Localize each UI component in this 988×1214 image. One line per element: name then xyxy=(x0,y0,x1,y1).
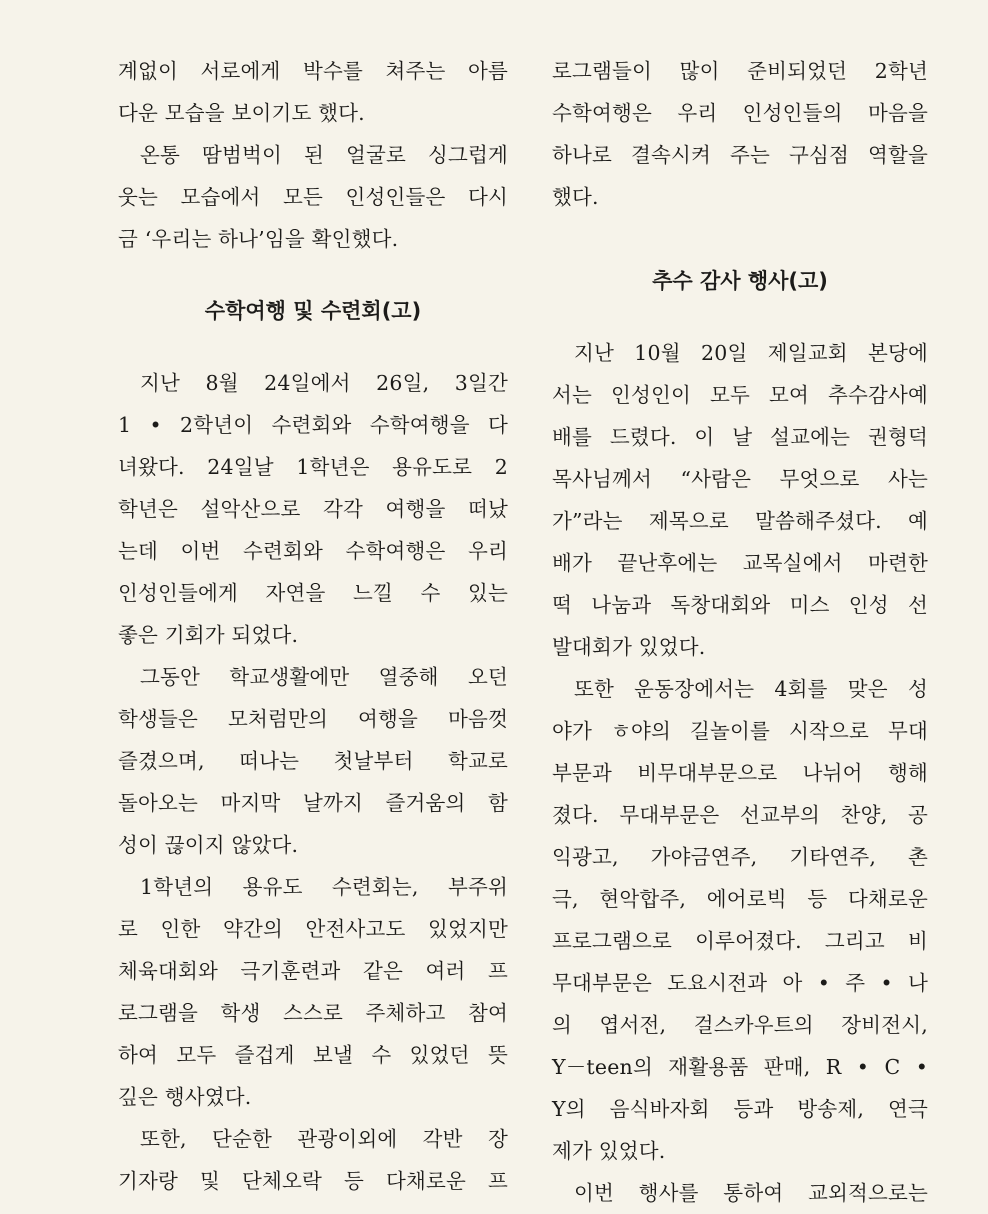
text-line: 무대부문은 도요시전과 아 • 주 • 나 xyxy=(552,971,928,995)
text-line: 배를 드렸다. 이 날 설교에는 권형덕 xyxy=(552,425,928,449)
text-line: 이번 행사를 통하여 교외적으로는 xyxy=(574,1181,928,1205)
text-line: 또한, 단순한 관광이외에 각반 장 xyxy=(140,1127,508,1151)
text-line: 가”라는 제목으로 말씀해주셨다. 예 xyxy=(552,509,928,533)
text-line: 했다. xyxy=(552,185,599,209)
text-line: 다운 모습을 보이기도 했다. xyxy=(118,101,365,125)
text-line: 로그램들이 많이 준비되었던 2학년 xyxy=(552,59,928,83)
text-line: 는데 이번 수련회와 수학여행은 우리 xyxy=(118,539,508,563)
text-line: 로 인한 약간의 안전사고도 있었지만 xyxy=(118,917,508,941)
text-line: 그동안 학교생활에만 열중해 오던 xyxy=(140,665,508,689)
text-line: 프로그램으로 이루어졌다. 그리고 비 xyxy=(552,929,928,953)
text-line: 인성인들에게 자연을 느낄 수 있는 xyxy=(118,581,508,605)
right-column xyxy=(552,50,928,1214)
text-line: 또한 운동장에서는 4회를 맞은 성 xyxy=(574,677,928,701)
text-line: 목사님께서 “사람은 무엇으로 사는 xyxy=(552,467,928,491)
text-line: Y－teen의 재활용품 판매, R • C • xyxy=(552,1055,928,1079)
text-line: 배가 끝난후에는 교목실에서 마련한 xyxy=(552,551,928,575)
text-line: 하여 모두 즐겁게 보낼 수 있었던 뜻 xyxy=(118,1043,508,1067)
text-line: 계없이 서로에게 박수를 쳐주는 아름 xyxy=(118,59,508,83)
text-line: 하나로 결속시켜 주는 구심점 역할을 xyxy=(552,143,928,167)
text-line: 지난 10월 20일 제일교회 본당에 xyxy=(574,341,928,365)
text-line: 수학여행은 우리 인성인들의 마음을 xyxy=(552,101,928,125)
text-line: 익광고, 가야금연주, 기타연주, 촌 xyxy=(552,845,928,869)
text-line: 학년은 설악산으로 각각 여행을 떠났 xyxy=(118,497,508,521)
text-line: 깊은 행사였다. xyxy=(118,1085,252,1109)
text-line: 체육대회와 극기훈련과 같은 여러 프 xyxy=(118,959,508,983)
text-line: 기자랑 및 단체오락 등 다채로운 프 xyxy=(118,1169,508,1193)
text-line: 부문과 비무대부문으로 나뉘어 행해 xyxy=(552,761,928,785)
text-line: 학생들은 모처럼만의 여행을 마음껏 xyxy=(118,707,508,731)
text-line: 좋은 기회가 되었다. xyxy=(118,623,299,647)
text-line: 지난 8월 24일에서 26일, 3일간 xyxy=(140,371,508,395)
text-line: 의 엽서전, 걸스카우트의 장비전시, xyxy=(552,1013,928,1037)
section-heading-field-trip: 수학여행 및 수련회(고) xyxy=(204,299,422,323)
text-line: 서는 인성인이 모두 모여 추수감사예 xyxy=(552,383,928,407)
text-line: 떡 나눔과 독창대회와 미스 인성 선 xyxy=(552,593,928,617)
text-line: Y의 음식바자회 등과 방송제, 연극 xyxy=(552,1097,928,1121)
text-line: 온통 땀범벅이 된 얼굴로 싱그럽게 xyxy=(140,143,508,167)
text-line: 졌다. 무대부문은 선교부의 찬양, 공 xyxy=(552,803,928,827)
text-line: 즐겼으며, 떠나는 첫날부터 학교로 xyxy=(118,749,508,773)
text-line: 제가 있었다. xyxy=(552,1139,666,1163)
text-line: 1 • 2학년이 수련회와 수학여행을 다 xyxy=(118,413,508,437)
text-line: 극, 현악합주, 에어로빅 등 다채로운 xyxy=(552,887,928,911)
left-column xyxy=(118,50,508,1202)
text-line: 돌아오는 마지막 날까지 즐거움의 함 xyxy=(118,791,508,815)
text-line: 발대회가 있었다. xyxy=(552,635,706,659)
text-line: 1학년의 용유도 수련회는, 부주위 xyxy=(140,875,508,899)
text-line: 로그램을 학생 스스로 주체하고 참여 xyxy=(118,1001,508,1025)
text-line: 성이 끊이지 않았다. xyxy=(118,833,299,857)
text-line: 웃는 모습에서 모든 인성인들은 다시 xyxy=(118,185,508,209)
text-line: 야가 ㅎ야의 길놀이를 시작으로 무대 xyxy=(552,719,928,743)
section-heading-thanksgiving: 추수 감사 행사(고) xyxy=(652,269,828,293)
text-line: 금 ‘우리는 하나’임을 확인했다. xyxy=(118,227,399,251)
text-line: 녀왔다. 24일날 1학년은 용유도로 2 xyxy=(118,455,508,479)
